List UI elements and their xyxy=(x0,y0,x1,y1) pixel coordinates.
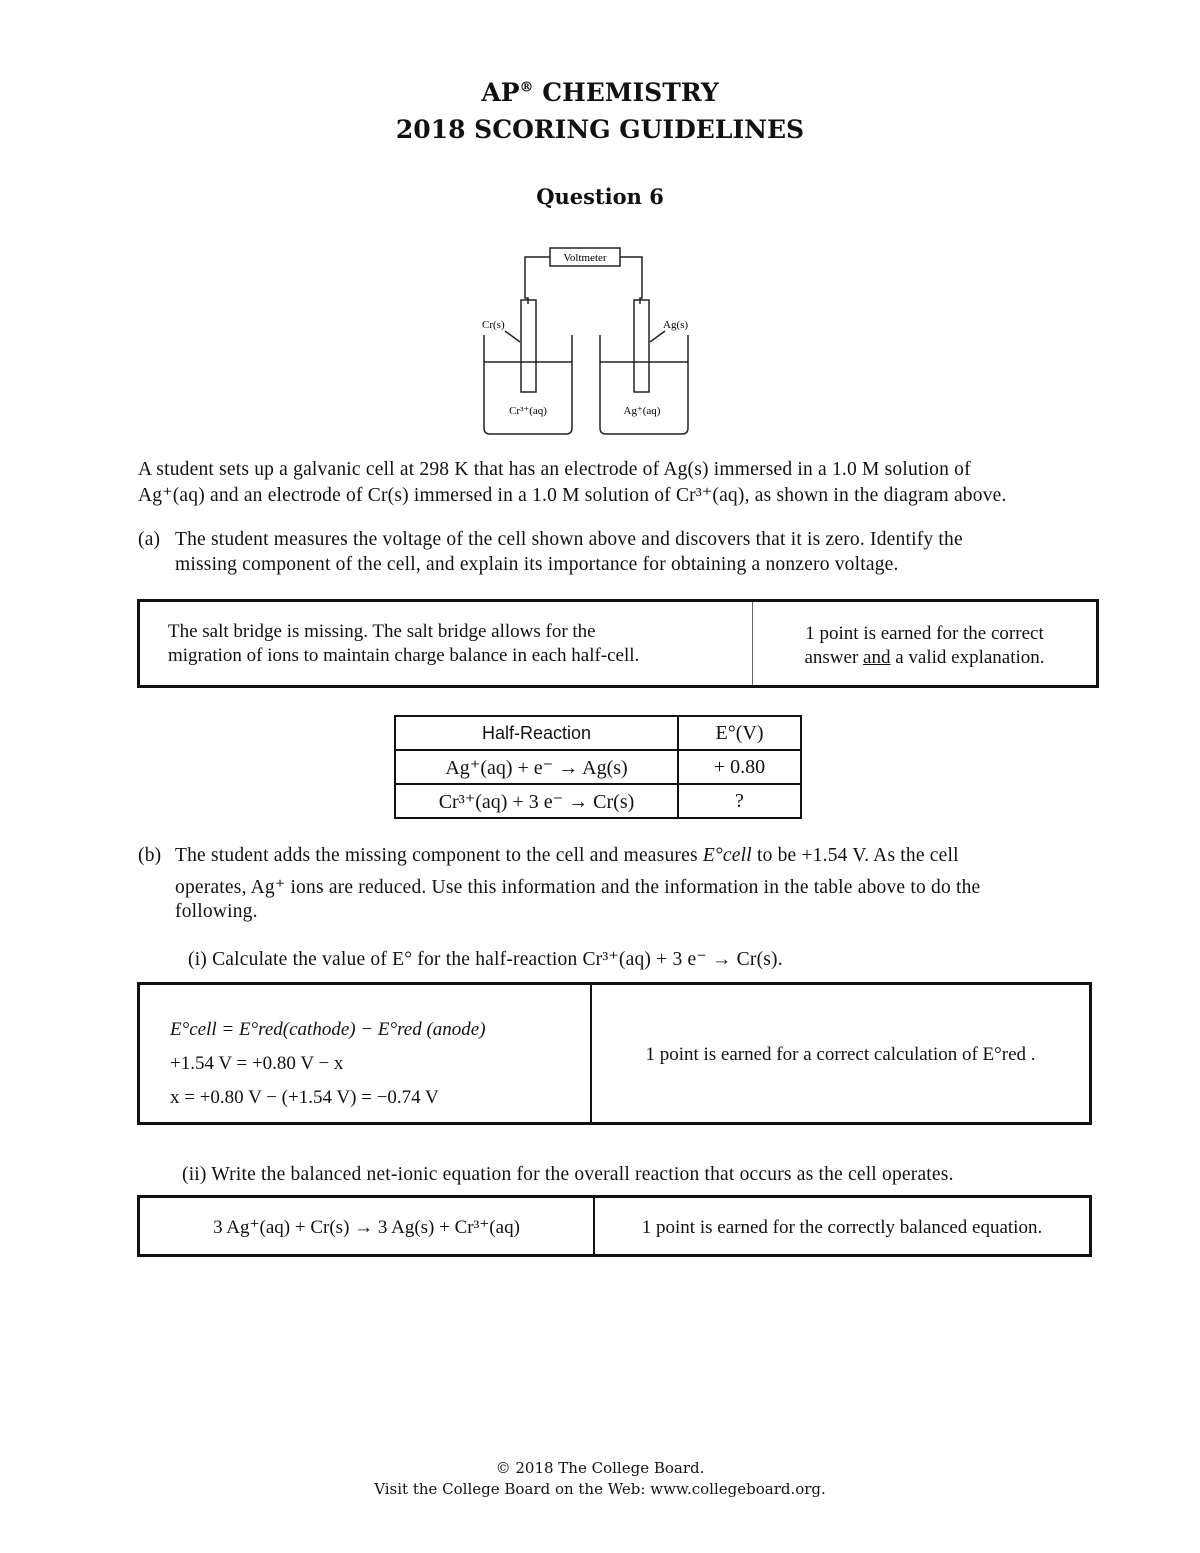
part-b-ii-equation: 3 Ag⁺(aq) + Cr(s) → 3 Ag(s) + Cr³⁺(aq) xyxy=(213,1217,520,1238)
galvanic-cell-diagram xyxy=(470,240,730,440)
part-b-i-prompt: (i) Calculate the value of E° for the half-reaction Cr³⁺(aq) + 3 e⁻ → Cr(s). xyxy=(188,949,783,970)
table-header: E°(V) xyxy=(678,716,801,750)
right-wire xyxy=(620,257,642,304)
part-a-answer: The salt bridge is missing. The salt bridge allows for the migration of ions to maintain charge balance in each half-cell. xyxy=(168,621,640,666)
page-subtitle: 2018 SCORING GUIDELINES xyxy=(395,115,805,144)
part-a-label: (a) xyxy=(138,529,161,550)
part-b-line-2: operates, Ag⁺ ions are reduced. Use this information and the information in the table above to do the xyxy=(175,877,981,898)
part-a-line-2: missing component of the cell, and explain its importance for obtaining a nonzero voltage. xyxy=(175,554,899,575)
left-wire xyxy=(525,257,550,304)
question-title: Question 6 xyxy=(536,184,664,209)
part-a-line-1: The student measures the voltage of the cell shown above and discovers that it is zero. Identify the xyxy=(175,529,963,550)
part-a-points: 1 point is earned for the correct answer and a valid explanation. xyxy=(752,602,1096,685)
intro-line-2: Ag⁺(aq) and an electrode of Cr(s) immersed in a 1.0 M solution of Cr³⁺(aq), as shown in the diagram above. xyxy=(138,485,1007,506)
ag-solution-label: Ag⁺(aq) xyxy=(623,405,661,417)
part-b-line-1: The student adds the missing component to the cell and measures E°cell to be +1.54 V. As the cell xyxy=(175,845,959,866)
table-cell: + 0.80 xyxy=(678,750,801,784)
table-cell: Ag⁺(aq) + e⁻ → Ag(s) xyxy=(395,750,678,784)
part-b-label: (b) xyxy=(138,845,162,866)
ag-electrode-label: Ag(s) xyxy=(663,319,689,331)
footer-website: Visit the College Board on the Web: www.collegeboard.org. xyxy=(374,1480,826,1498)
intro-line-1: A student sets up a galvanic cell at 298 K that has an electrode of Ag(s) immersed in a 1.0 M solution of xyxy=(138,459,971,480)
voltmeter-label: Voltmeter xyxy=(563,252,607,264)
footer-copyright: © 2018 The College Board. xyxy=(495,1459,705,1477)
cr-electrode xyxy=(521,300,536,392)
part-b-ii-answer-box xyxy=(137,1195,1092,1257)
cr-solution-label: Cr³⁺(aq) xyxy=(509,405,547,417)
part-b-line-3: following. xyxy=(175,901,258,922)
cr-electrode-label: Cr(s) xyxy=(482,319,505,331)
ag-electrode xyxy=(634,300,649,392)
table-cell: Cr³⁺(aq) + 3 e⁻ → Cr(s) xyxy=(395,784,678,818)
left-beaker xyxy=(484,335,572,434)
part-b-i-points: 1 point is earned for a correct calculation of E°red . xyxy=(590,985,1089,1122)
part-b-ii-prompt: (ii) Write the balanced net-ionic equation for the overall reaction that occurs as the cell operates. xyxy=(182,1164,954,1185)
part-a-answer-box xyxy=(137,599,1099,688)
table-cell: ? xyxy=(678,784,801,818)
part-b-i-answer-box xyxy=(137,982,1092,1125)
part-b-i-calculation: E°cell = E°red(cathode) − E°red (anode) +1.54 V = +0.80 V − x x = +0.80 V − (+1.54 V) = −0.74 V xyxy=(170,1019,486,1108)
table-header: Half-Reaction xyxy=(395,716,678,750)
part-b-ii-points: 1 point is earned for the correctly balanced equation. xyxy=(593,1198,1089,1254)
right-beaker xyxy=(600,335,688,434)
half-reaction-table xyxy=(394,715,802,819)
page-title: AP® CHEMISTRY xyxy=(481,78,719,107)
